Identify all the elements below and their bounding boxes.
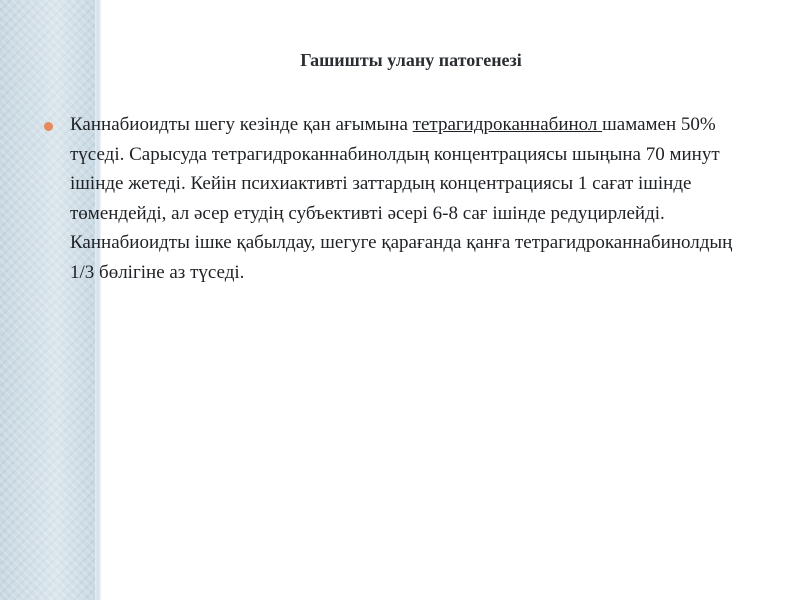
bullet-dot-icon: [44, 122, 53, 131]
decorative-sidebar: [0, 0, 95, 600]
paragraph-part-2: шамамен 50% түседі. Сарысуда тетрагидроканнабинолдың концентрациясы шыңына 70 минут ішінде жетеді. Кейін психиактивті заттардың концентрациясы 1 сағат ішінде төмендейді, ал әсер етудің субъективті әсері 6-8 сағ ішінде редуцирлейді. Каннабиоидты ішке қабылдау, шегуге қарағанда қанға тетрагидроканнабинолдың 1/3 бөлігіне аз түседі.: [70, 114, 733, 283]
slide-content: [70, 0, 800, 600]
slide-title: Гашишты улану патогенезі: [300, 50, 522, 70]
body-paragraph: [70, 110, 745, 287]
paragraph-part-1: Каннабиоидты шегу кезінде қан ағымына: [70, 114, 413, 135]
underlined-term: тетрагидроканнабинол: [412, 114, 603, 135]
